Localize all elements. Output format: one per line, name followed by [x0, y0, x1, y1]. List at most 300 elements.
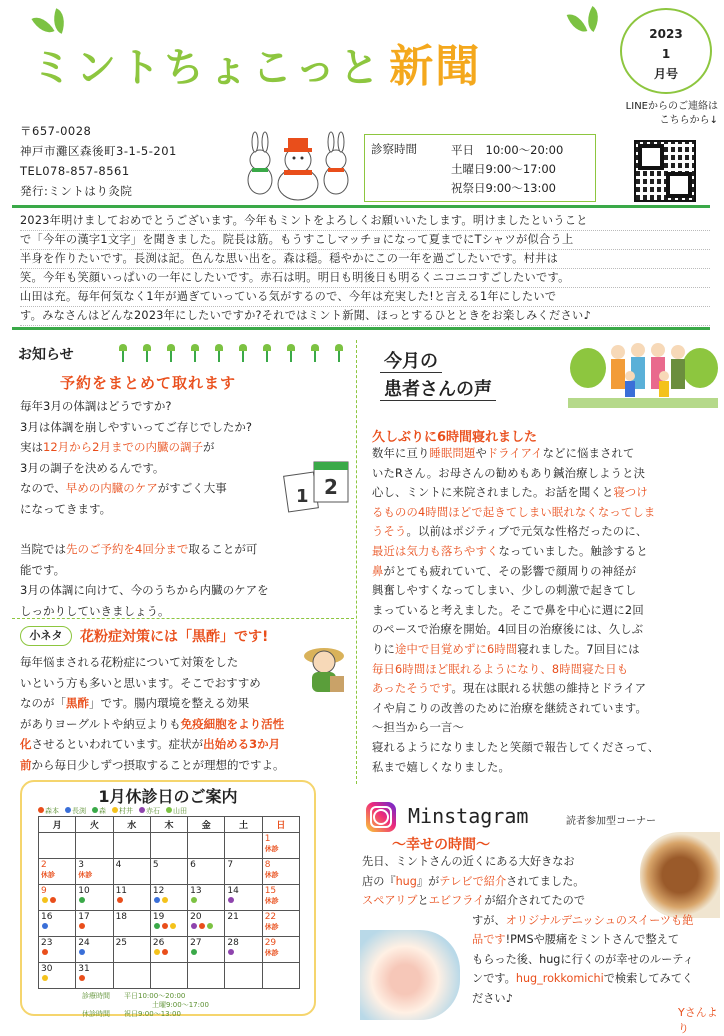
day-number: 4	[115, 860, 122, 870]
sprout-icon	[144, 344, 150, 362]
text-span: が紹介されてたので	[484, 894, 586, 907]
calendar-day	[76, 911, 113, 937]
weekday-header: 木	[150, 817, 187, 833]
snowman-rabbits-illustration	[240, 126, 356, 202]
text-span: が	[202, 440, 215, 454]
staff-off-dot	[79, 949, 85, 955]
instagram-icon[interactable]	[366, 802, 396, 832]
staff-off-dots	[190, 896, 222, 906]
staff-off-dot	[117, 897, 123, 903]
highlight-text: hug	[395, 874, 417, 888]
calendar-day	[113, 911, 150, 937]
text-span: 寝れました。7回目には	[517, 642, 640, 656]
calendar-day	[113, 859, 150, 885]
insta-line: 先日、ミントさんの近くにある大好きなお	[362, 855, 575, 868]
day-number: 3	[78, 860, 85, 870]
staff-off-dot	[154, 897, 160, 903]
insta-line: ださい♪	[472, 991, 513, 1005]
calendar-day	[76, 937, 113, 963]
voice-body	[372, 444, 712, 777]
calendar-day	[150, 937, 187, 963]
legend-dot	[139, 807, 145, 813]
postal-code: 〒657-0028	[20, 124, 92, 138]
highlight-text: 黒酢	[66, 696, 89, 710]
tip-body	[20, 652, 350, 775]
calendar-day	[39, 911, 76, 937]
calendar-week	[39, 911, 300, 937]
sprout-icon	[288, 344, 294, 362]
text-span: などに悩まされて	[542, 447, 635, 460]
tip-tag: 小ネタ	[20, 626, 72, 646]
calendar-day	[76, 885, 113, 911]
news-subheading: 予約をまとめて取れます	[60, 374, 237, 392]
divider-line	[12, 327, 710, 330]
text-span: から毎日少しずつ摂取することが理想的ですよ。	[31, 757, 285, 772]
tip-line	[20, 734, 350, 755]
legend-dot	[166, 807, 172, 813]
day-number: 17	[78, 912, 90, 922]
voice-line	[372, 562, 712, 582]
highlight-text: 化	[20, 737, 32, 751]
weekday-header: 日	[262, 817, 299, 833]
staff-off-dot	[79, 923, 85, 929]
voice-line: 私まで嬉しくなりました。	[372, 760, 510, 774]
day-number: 19	[152, 912, 165, 922]
staff-off-dot	[154, 923, 160, 929]
staff-off-dot	[199, 923, 205, 929]
voice-title-line: 今月の	[380, 351, 442, 373]
sprout-icon	[312, 344, 318, 362]
street-address: 神戸市灘区森後町3-1-5-201	[20, 144, 177, 158]
instagram-subtitle: 〜幸せの時間〜	[392, 837, 490, 853]
calendar-day	[150, 885, 187, 911]
holiday-label: 休診	[78, 871, 93, 879]
calendar-title: 1月休診日のご案内	[98, 787, 238, 806]
holiday-calendar	[20, 780, 316, 1016]
text-span: がすごく大事	[157, 481, 227, 495]
holiday-label: 休診	[264, 949, 279, 957]
voice-title-line: 患者さんの声	[380, 379, 496, 401]
day-number: 24	[78, 938, 90, 948]
hours-row: 祝祭日9:00〜13:00	[451, 181, 556, 195]
day-number: 26	[152, 938, 165, 948]
calendar-hours-line: 休診時間 祝日9:00〜13:00	[82, 1010, 181, 1018]
staff-off-dot	[162, 897, 168, 903]
highlight-text: hug_rokkomichi	[515, 972, 604, 985]
day-number: 1	[264, 834, 271, 844]
voice-heading: 久しぶりに6時間寝れました	[372, 430, 538, 445]
greeting-line: す。みなさんはどんな2023年にしたいですか?それではミント新聞、ほっとするひとときをお楽しみください♪	[20, 307, 710, 326]
calendar-day	[188, 911, 225, 937]
text-span: がとても疲れていて、その影響で顔周りの神経が	[383, 564, 637, 578]
calendar-week	[39, 937, 300, 963]
greeting-line: 笑。今年も笑顔いっぱいの一年にしたいです。赤石は明。明日も明後日も明るくニコニコすごしたいです。	[20, 269, 710, 288]
legend-item: 山田	[166, 807, 187, 815]
calendar-icon	[284, 458, 352, 518]
reader-corner-label: 読者参加型コーナー	[566, 816, 656, 827]
insta-line	[362, 930, 712, 950]
calendar-page-2: 2	[324, 475, 338, 499]
day-number: 7	[227, 860, 234, 870]
sprout-icon	[336, 344, 342, 362]
calendar-day	[150, 859, 187, 885]
highlight-text: うそう	[372, 525, 407, 539]
voice-line: 興奮しやすくなってしまい、少しの刺激で起きてし	[372, 584, 637, 598]
insta-line: もらった後、hugに行くのが幸せのルーティ	[472, 952, 694, 966]
text-span: 実は	[20, 440, 43, 454]
text-span: なのが「	[20, 696, 66, 710]
tip-line: 毎年悩まされる花粉症について対策をした	[20, 655, 239, 669]
calendar-day	[113, 833, 150, 859]
sprout-icon	[168, 344, 174, 362]
staff-off-dot	[191, 923, 197, 929]
news-line: 毎年3月の体調はどうですか?	[20, 399, 172, 413]
column-divider	[356, 340, 357, 784]
voice-line	[372, 522, 712, 542]
day-number: 22	[264, 912, 277, 922]
staff-off-dots	[190, 948, 222, 958]
calendar-day	[76, 963, 113, 989]
calendar-hours-line: 診療時間 平日10:00〜20:00	[82, 992, 186, 1000]
text-span: 。以前はポジティブで元気な性格だったのに、	[406, 525, 648, 539]
newsletter-title	[32, 30, 481, 94]
calendar-day	[39, 859, 76, 885]
staff-off-dot	[191, 949, 197, 955]
calendar-week	[39, 963, 300, 989]
greeting-line: 山田は充。毎年何気なく1年が過ぎていっている気がするので、今年は充実した!と言える1年にしたいで	[20, 288, 710, 307]
voice-line: るものの4時間ほどで起きてしまい眠れなくなってしま	[372, 505, 656, 519]
reader-signature: Yさんより	[678, 1006, 718, 1035]
text-span: と	[417, 894, 429, 907]
staff-off-dots	[116, 896, 148, 906]
staff-off-dot	[79, 975, 85, 981]
staff-off-dots	[153, 896, 185, 906]
news-line: 3月の体調に向けて、今のうちから内臓のケアを	[20, 583, 269, 597]
text-span: で検索してみてく	[603, 972, 694, 985]
legend-item: 森	[92, 807, 106, 815]
text-span: すが、	[472, 913, 506, 927]
calendar-day	[39, 963, 76, 989]
day-number: 20	[190, 912, 202, 922]
clinic-hours-box	[364, 134, 596, 202]
staff-off-dot	[42, 923, 48, 929]
voice-line	[372, 679, 712, 699]
calendar-day	[225, 937, 262, 963]
voice-line: いたRさん。お母さんの勧めもあり鍼治療しようと決	[372, 466, 646, 480]
news-line: しっかりしていきましょう。	[20, 603, 170, 618]
voice-line: まっていると考えました。そこで鼻を中心に週に2回	[372, 603, 644, 617]
calendar-page-1: 1	[296, 486, 309, 507]
legend-item: 赤石	[139, 807, 160, 815]
news-line: になってきます。	[20, 501, 112, 516]
calendar-day	[225, 885, 262, 911]
text-span: させるといわれています。症状が	[31, 737, 204, 751]
calendar-day	[76, 859, 113, 885]
calendar-day	[225, 859, 262, 885]
staff-off-dot	[207, 923, 213, 929]
calendar-day	[113, 963, 150, 989]
holiday-label: 休診	[41, 871, 55, 879]
day-number: 28	[227, 938, 239, 948]
staff-off-dot	[228, 897, 234, 903]
greeting-line: 半身を作りたいです。長渕は記。色んな思い出を。森は穏。穏やかにこの一年を過ごしたいです。村井は	[20, 250, 710, 269]
leaf-decoration	[567, 10, 588, 35]
calendar-day	[150, 911, 187, 937]
calendar-day	[150, 833, 187, 859]
issue-month: 1	[661, 47, 671, 61]
publisher: 発行:ミントはり灸院	[20, 184, 133, 198]
staff-off-dots	[78, 896, 110, 906]
news-heading: お知らせ	[18, 347, 74, 363]
day-number: 18	[115, 912, 128, 922]
calendar-day	[262, 885, 299, 911]
staff-off-dot	[191, 897, 197, 903]
day-number: 13	[190, 886, 202, 896]
insta-line	[362, 911, 712, 931]
highlight-text: 鼻	[372, 564, 384, 578]
highlight-text: スペアリブ	[362, 894, 418, 907]
calendar-day	[150, 963, 187, 989]
voice-line	[372, 640, 712, 660]
day-number: 5	[152, 860, 159, 870]
day-number: 29	[264, 938, 277, 948]
line-note-line: こちらから↓	[659, 115, 718, 126]
insta-line	[362, 872, 712, 892]
staff-off-dots	[227, 896, 259, 906]
calendar-day	[262, 963, 299, 989]
new-year-greeting	[20, 212, 710, 326]
day-number: 8	[264, 860, 271, 870]
staff-off-dots	[153, 922, 185, 932]
day-number: 25	[115, 938, 128, 948]
legend-item: 村井	[112, 807, 133, 815]
voice-line: 寝れるようになりましたと笑顔で報告してくださって、	[372, 740, 660, 754]
calendar-day	[225, 911, 262, 937]
text-span: 数年に亘り	[372, 447, 430, 460]
text-span: 店の『	[362, 874, 396, 888]
text-span: 当院では	[20, 542, 66, 556]
day-number: 10	[78, 886, 90, 896]
legend-dot	[92, 807, 98, 813]
calendar-day	[262, 937, 299, 963]
weekday-header: 火	[76, 817, 113, 833]
issue-suffix: 月号	[653, 67, 678, 81]
calendar-week	[39, 833, 300, 859]
calendar-hours-line: 土曜9:00〜17:00	[152, 1001, 209, 1009]
day-number: 23	[41, 938, 53, 948]
staff-off-dots	[41, 974, 73, 984]
sprout-icon	[264, 344, 270, 362]
calendar-legend	[38, 806, 193, 816]
staff-off-dot	[170, 923, 176, 929]
calendar-day	[188, 859, 225, 885]
text-span: 心し、ミントに来院されました。お話を聞くと	[372, 486, 614, 500]
voice-line: イや肩こりの改善のために治療を継続されています。	[372, 701, 648, 715]
sprout-icon	[192, 344, 198, 362]
calendar-day	[113, 937, 150, 963]
legend-dot	[112, 807, 118, 813]
issue-year: 2023	[649, 27, 683, 41]
legend-item: 森本	[38, 807, 59, 815]
sprout-icon	[240, 344, 246, 362]
highlight-text: 睡眠問題	[429, 447, 476, 460]
insta-line	[362, 969, 712, 989]
day-number: 15	[264, 886, 277, 896]
text-span: なので、	[20, 481, 66, 495]
title-main: ミントちょこっと	[32, 44, 384, 91]
calendar-day	[188, 937, 225, 963]
holiday-label: 休診	[264, 923, 279, 931]
tip-line	[20, 693, 350, 714]
highlight-text: 12月から2月までの内臓の調子	[43, 440, 203, 454]
highlight-text: テレビで紹介	[439, 874, 507, 888]
weekday-header: 金	[188, 817, 225, 833]
staff-off-dots	[41, 948, 73, 958]
calendar-day	[262, 859, 299, 885]
tip-line	[20, 755, 350, 776]
highlight-text: エビフライ	[428, 894, 485, 907]
staff-off-dot	[162, 949, 168, 955]
line-contact-note	[600, 100, 718, 128]
highlight-text: 先のご予約を4回分まで	[66, 542, 189, 556]
highlight-text: 最近は気力も落ちやすく	[372, 544, 499, 558]
staff-off-dot	[42, 949, 48, 955]
calendar-day	[225, 963, 262, 989]
highlight-text: 前	[20, 757, 32, 772]
staff-off-dots	[41, 922, 73, 932]
staff-off-dot	[79, 897, 85, 903]
text-span: りに	[372, 642, 395, 656]
day-number: 2	[41, 860, 47, 870]
highlight-text: 途中で目覚めずに6時間	[395, 642, 518, 656]
text-span: !PMSや腰痛をミントさんで整えて	[505, 933, 680, 946]
day-number: 27	[190, 938, 202, 948]
text-span: ンです。	[472, 972, 516, 985]
text-span: 黒酢	[192, 629, 220, 645]
calendar-grid	[38, 816, 300, 989]
day-number: 21	[227, 912, 239, 922]
instagram-body	[362, 852, 712, 1008]
holiday-label: 休診	[264, 845, 279, 853]
news-line	[20, 539, 350, 560]
staff-off-dots	[41, 896, 73, 906]
greeting-line: 2023年明けましておめでとうございます。今年もミントをよろしくお願いいたします。明けましたということ	[20, 212, 710, 231]
voice-line: 毎日6時間ほど眠れるようになり、8時間寝た日も	[372, 662, 629, 676]
tip-line: いという方も多いと思います。そこでおすすめ	[20, 675, 261, 690]
calendar-day	[188, 885, 225, 911]
day-number: 9	[41, 886, 47, 896]
calendar-day	[262, 911, 299, 937]
hours-row: 平日 10:00〜20:00	[451, 143, 564, 157]
voice-line	[372, 444, 712, 464]
calendar-day	[39, 833, 76, 859]
staff-off-dots	[227, 948, 259, 958]
staff-off-dots	[78, 948, 110, 958]
text-span: 」です!	[220, 629, 269, 645]
patient-voice-title	[380, 348, 496, 404]
staff-off-dot	[50, 897, 56, 903]
issue-badge	[620, 8, 712, 94]
line-note-line: LINEからのご連絡は	[625, 101, 718, 112]
text-span: されてました。	[506, 874, 585, 888]
day-number: 12	[152, 886, 165, 896]
tip-line	[20, 714, 350, 735]
calendar-hours	[82, 992, 209, 1019]
hours-row: 土曜日9:00〜17:00	[451, 162, 556, 176]
calendar-day	[39, 885, 76, 911]
staff-off-dot	[154, 949, 160, 955]
calendar-week	[39, 859, 300, 885]
staff-off-dot	[42, 897, 48, 903]
calendar-day	[262, 833, 299, 859]
divider-line	[12, 205, 710, 208]
highlight-text: 品です	[472, 933, 506, 946]
weekday-header: 土	[225, 817, 262, 833]
text-span: 花粉症対策には「	[80, 629, 192, 645]
voice-line	[372, 483, 712, 503]
voice-line	[372, 542, 712, 562]
highlight-text: オリジナルデニッシュのスイーツも絶	[505, 913, 694, 927]
day-number: 11	[115, 886, 128, 896]
holiday-label: 休診	[264, 871, 279, 879]
calendar-week	[39, 885, 300, 911]
highlight-text: 寝つけ	[613, 486, 648, 500]
legend-item: 長渕	[65, 807, 86, 815]
news-line: 能です。	[20, 562, 66, 577]
news-line: 3月の調子を決めるんです。	[20, 460, 165, 475]
text-span: 取ることが可	[188, 542, 258, 556]
hours-label: 診察時間	[371, 142, 417, 156]
qr-code-icon[interactable]	[634, 140, 696, 202]
calendar-day	[188, 833, 225, 859]
text-span: なっていました。触診すると	[498, 544, 648, 558]
text-span: がありヨーグルトや納豆よりも	[20, 716, 181, 731]
calendar-day	[113, 885, 150, 911]
staff-off-dot	[42, 975, 48, 981]
staff-off-dot	[228, 949, 234, 955]
day-number: 16	[41, 912, 53, 922]
text-span: や	[475, 447, 487, 460]
news-line: 3月は体調を崩しやすいってご存じでしたか?	[20, 419, 252, 434]
staff-off-dots	[153, 948, 185, 958]
sprout-icon	[120, 344, 126, 362]
holiday-label: 休診	[264, 897, 279, 905]
family-illustration	[568, 338, 718, 408]
day-number: 6	[190, 860, 196, 870]
title-accent: 新聞	[389, 41, 482, 92]
weekday-header: 水	[113, 817, 150, 833]
staff-off-dot	[162, 923, 168, 929]
highlight-text: 免疫細胞をより活性	[180, 716, 285, 731]
calendar-day	[39, 937, 76, 963]
voice-line: のペースで治療を開始。4回目の治療後には、久しぶ	[372, 623, 644, 637]
day-number: 30	[41, 964, 53, 974]
voice-line: 〜担当から一言〜	[372, 721, 464, 735]
staff-off-dots	[78, 922, 110, 932]
calendar-day	[225, 833, 262, 859]
highlight-text: あったそうです	[372, 682, 452, 696]
section-divider	[12, 618, 354, 619]
calendar-day	[76, 833, 113, 859]
day-number: 14	[227, 886, 239, 896]
clinic-address	[20, 121, 177, 201]
text-span: 。現在は眠れる状態の維持とドライア	[451, 682, 647, 696]
insta-line	[362, 891, 712, 911]
highlight-text: ドライアイ	[486, 447, 543, 460]
tip-title	[80, 626, 268, 646]
text-span: 」です。腸内環境を整える効果	[89, 696, 250, 710]
sprout-icon	[216, 344, 222, 362]
